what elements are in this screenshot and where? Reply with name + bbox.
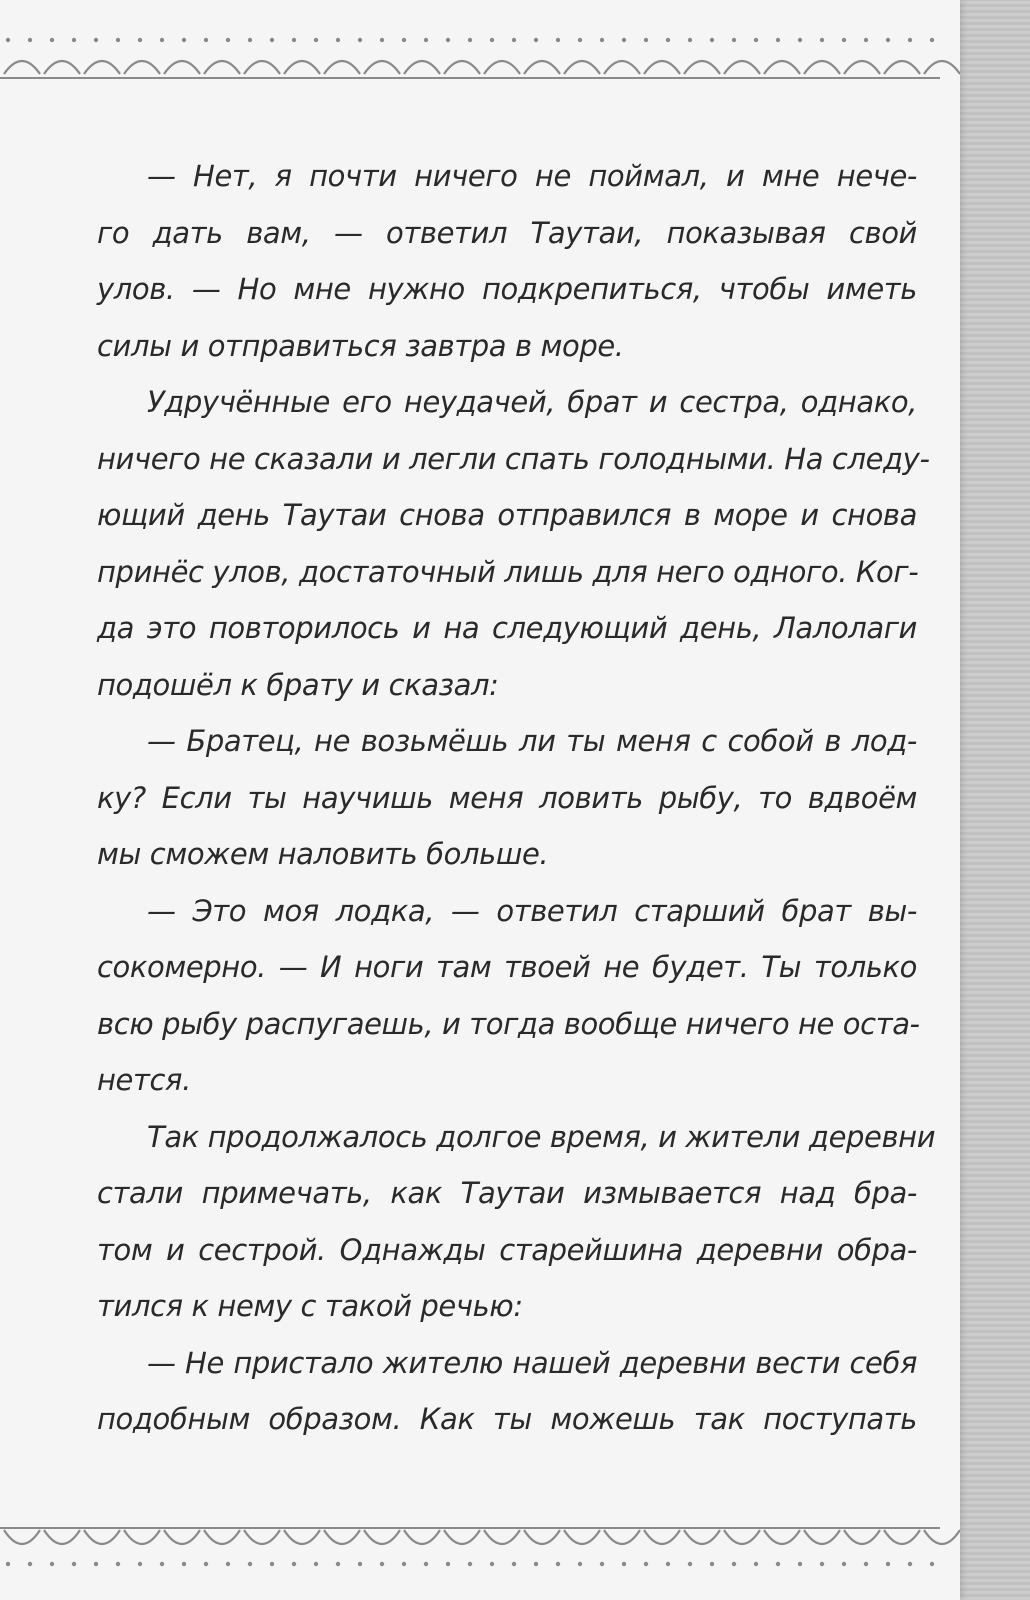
ornament-dot	[226, 1562, 230, 1566]
ornament-dot	[248, 1562, 252, 1566]
text-line: улов. — Но мне нужно подкрепиться, чтобы иметь	[97, 272, 917, 306]
ornament-dot	[94, 38, 98, 42]
ornament-scallops	[4, 1530, 960, 1544]
ornament-dot	[116, 38, 120, 42]
ornament-dot	[578, 38, 582, 42]
ornament-dot	[776, 1562, 780, 1566]
text-line: стали примечать, как Таутаи измывается над бра-	[97, 1176, 917, 1210]
ornament-dot	[842, 1562, 846, 1566]
ornament-dot	[512, 1562, 516, 1566]
ornament-dot	[798, 1562, 802, 1566]
text-line: го дать вам, — ответил Таутаи, показывая свой	[97, 215, 917, 250]
ornament-dot	[50, 38, 54, 42]
text-line: нется.	[97, 1063, 191, 1097]
text-line: Так продолжалось долгое время, и жители деревни	[147, 1119, 936, 1154]
ornament-dot	[644, 1562, 648, 1566]
text-line: да это повторилось и на следующий день, Лалолаги	[97, 611, 917, 645]
ornament-dot	[666, 38, 670, 42]
ornament-dot	[248, 38, 252, 42]
text-line: подобным образом. Как ты можешь так поступать	[97, 1402, 917, 1436]
ornament-dot	[534, 38, 538, 42]
ornament-dot	[358, 1562, 362, 1566]
ornament-dot	[138, 1562, 142, 1566]
ornament-dot	[446, 1562, 450, 1566]
ornament-dot	[468, 1562, 472, 1566]
text-line: ющий день Таутаи снова отправился в море и снова	[97, 498, 917, 532]
ornament-dot	[908, 38, 912, 42]
ornament-dot	[864, 38, 868, 42]
ornament-dot	[336, 1562, 340, 1566]
ornament-dot	[50, 1562, 54, 1566]
ornament-dot	[424, 38, 428, 42]
ornament-dot	[402, 38, 406, 42]
ornament-dot	[930, 38, 934, 42]
ornament-dot	[138, 38, 142, 42]
text-line: — Нет, я почти ничего не поймал, и мне нече-	[147, 159, 917, 193]
ornament-dot	[336, 38, 340, 42]
ornament-dot	[886, 38, 890, 42]
ornament-dot	[908, 1562, 912, 1566]
ornament-dot	[424, 1562, 428, 1566]
ornament-dot	[732, 1562, 736, 1566]
ornament-dot	[380, 1562, 384, 1566]
ornament-dot	[314, 1562, 318, 1566]
text-line: — Братец, не возьмёшь ли ты меня с собой в лод-	[147, 724, 917, 758]
ornament-dot	[666, 1562, 670, 1566]
ornament-dot	[226, 38, 230, 42]
ornament-dot	[182, 1562, 186, 1566]
ornament-dot	[688, 38, 692, 42]
text-line: сокомерно. — И ноги там твоей не будет. Ты только	[97, 950, 917, 984]
ornament-dot	[864, 1562, 868, 1566]
ornament-dot	[270, 1562, 274, 1566]
ornament-dot	[204, 1562, 208, 1566]
ornament-dot	[402, 1562, 406, 1566]
ornament-dot	[6, 38, 10, 42]
text-line: ничего не сказали и легли спать голодными. На следу-	[97, 441, 930, 476]
ornament-dot	[28, 38, 32, 42]
ornament-dot	[578, 1562, 582, 1566]
ornament-dot	[710, 38, 714, 42]
ornament-dot	[358, 38, 362, 42]
ornament-dot	[556, 1562, 560, 1566]
ornament-dot	[820, 1562, 824, 1566]
ornament-dot	[798, 38, 802, 42]
ornament-dot	[688, 1562, 692, 1566]
ornament-dot	[556, 38, 560, 42]
ornament-dot	[314, 38, 318, 42]
ornament-dot	[160, 1562, 164, 1566]
ornament-dot	[754, 1562, 758, 1566]
text-line: принёс улов, достаточный лишь для него одного. Ког-	[97, 554, 919, 589]
text-line: силы и отправиться завтра в море.	[97, 328, 624, 363]
ornament-dot	[710, 1562, 714, 1566]
text-line: подошёл к брату и сказал:	[97, 667, 499, 702]
ornament-dot	[776, 38, 780, 42]
ornament-dot	[94, 1562, 98, 1566]
text-line: том и сестрой. Однажды старейшина деревни обра-	[97, 1232, 917, 1267]
ornament-dot	[6, 1562, 10, 1566]
ornament-dot	[292, 38, 296, 42]
text-line: Удручённые его неудачей, брат и сестра, однако,	[147, 385, 917, 419]
ornament-dot	[644, 38, 648, 42]
ornament-dot	[820, 38, 824, 42]
ornament-dot	[600, 1562, 604, 1566]
ornament-dot	[72, 38, 76, 42]
ornament-dot	[622, 38, 626, 42]
ornament-dot	[292, 1562, 296, 1566]
body-text	[97, 148, 936, 1448]
ornament-dot	[182, 38, 186, 42]
decorative-border-bottom	[0, 1508, 960, 1578]
ornament-dot	[622, 1562, 626, 1566]
text-line: — Это моя лодка, — ответил старший брат вы-	[147, 893, 917, 928]
ornament-dot	[204, 38, 208, 42]
ornament-dot	[116, 1562, 120, 1566]
ornament-dot	[446, 38, 450, 42]
ornament-dot	[512, 38, 516, 42]
ornament-dot	[490, 38, 494, 42]
ornament-dot	[380, 38, 384, 42]
ornament-dot	[28, 1562, 32, 1566]
ornament-dot	[732, 38, 736, 42]
ornament-dot	[160, 38, 164, 42]
ornament-dot	[754, 38, 758, 42]
ornament-dot	[490, 1562, 494, 1566]
text-line: всю рыбу распугаешь, и тогда вообще ничего не оста-	[97, 1006, 920, 1041]
ornament-dot	[842, 38, 846, 42]
ornament-dot	[468, 38, 472, 42]
ornament-dot	[534, 1562, 538, 1566]
text-line: мы сможем наловить больше.	[97, 837, 549, 871]
ornament-scallops	[4, 61, 960, 74]
text-line: ку? Если ты научишь меня ловить рыбу, то вдвоём	[97, 780, 917, 815]
ornament-dot	[886, 1562, 890, 1566]
ornament-dot	[930, 1562, 934, 1566]
decorative-border-top	[0, 28, 960, 98]
text-line: — Не пристало жителю нашей деревни вести себя	[147, 1345, 917, 1380]
text-line: тился к нему с такой речью:	[97, 1289, 523, 1323]
ornament-dot	[72, 1562, 76, 1566]
ornament-dot	[270, 38, 274, 42]
ornament-dot	[600, 38, 604, 42]
